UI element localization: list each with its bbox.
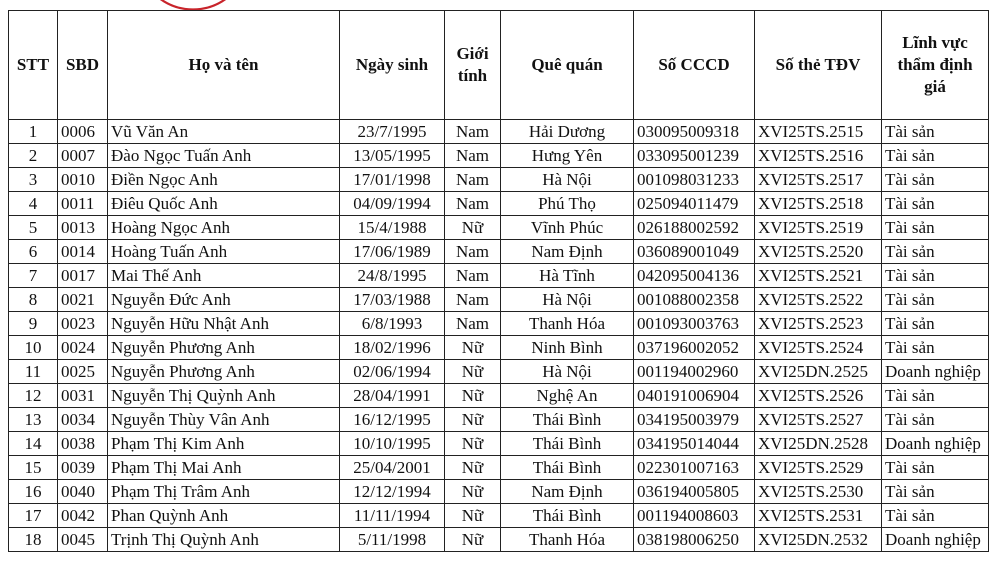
- cell-cccd: 042095004136: [634, 264, 755, 288]
- cell-card: XVI25TS.2526: [755, 384, 882, 408]
- cell-field: Tài sản: [882, 192, 989, 216]
- cell-hometown: Hưng Yên: [501, 144, 634, 168]
- cell-name: Đào Ngọc Tuấn Anh: [108, 144, 340, 168]
- cell-name: Phạm Thị Mai Anh: [108, 456, 340, 480]
- cell-field: Tài sản: [882, 120, 989, 144]
- cell-card: XVI25TS.2530: [755, 480, 882, 504]
- cell-sbd: 0034: [58, 408, 108, 432]
- cell-card: XVI25TS.2529: [755, 456, 882, 480]
- cell-gender: Nữ: [445, 336, 501, 360]
- cell-dob: 17/06/1989: [340, 240, 445, 264]
- cell-field: Tài sản: [882, 312, 989, 336]
- cell-cccd: 025094011479: [634, 192, 755, 216]
- cell-dob: 11/11/1994: [340, 504, 445, 528]
- cell-dob: 13/05/1995: [340, 144, 445, 168]
- cell-card: XVI25TS.2522: [755, 288, 882, 312]
- table-row: [9, 312, 989, 336]
- cell-stt: 3: [9, 168, 58, 192]
- cell-field: Tài sản: [882, 456, 989, 480]
- table-row: [9, 360, 989, 384]
- cell-gender: Nữ: [445, 360, 501, 384]
- table-row: [9, 288, 989, 312]
- cell-dob: 17/01/1998: [340, 168, 445, 192]
- cell-sbd: 0040: [58, 480, 108, 504]
- cell-hometown: Thái Bình: [501, 504, 634, 528]
- cell-stt: 2: [9, 144, 58, 168]
- cell-stt: 13: [9, 408, 58, 432]
- cell-dob: 02/06/1994: [340, 360, 445, 384]
- cell-hometown: Hà Nội: [501, 288, 634, 312]
- cell-sbd: 0024: [58, 336, 108, 360]
- cell-sbd: 0013: [58, 216, 108, 240]
- cell-sbd: 0006: [58, 120, 108, 144]
- cell-dob: 25/04/2001: [340, 456, 445, 480]
- cell-stt: 9: [9, 312, 58, 336]
- cell-stt: 18: [9, 528, 58, 552]
- cell-dob: 17/03/1988: [340, 288, 445, 312]
- cell-card: XVI25TS.2520: [755, 240, 882, 264]
- cell-field: Doanh nghiệp: [882, 360, 989, 384]
- cell-cccd: 038198006250: [634, 528, 755, 552]
- table-row: [9, 216, 989, 240]
- candidate-table: [8, 10, 989, 552]
- cell-hometown: Hà Nội: [501, 360, 634, 384]
- cell-gender: Nam: [445, 168, 501, 192]
- cell-field: Tài sản: [882, 480, 989, 504]
- cell-name: Phạm Thị Trâm Anh: [108, 480, 340, 504]
- cell-hometown: Thái Bình: [501, 408, 634, 432]
- cell-sbd: 0025: [58, 360, 108, 384]
- cell-sbd: 0031: [58, 384, 108, 408]
- cell-field: Tài sản: [882, 288, 989, 312]
- table-row: [9, 192, 989, 216]
- table-row: [9, 432, 989, 456]
- cell-cccd: 001194008603: [634, 504, 755, 528]
- cell-name: Nguyễn Phương Anh: [108, 360, 340, 384]
- cell-stt: 15: [9, 456, 58, 480]
- cell-card: XVI25TS.2516: [755, 144, 882, 168]
- cell-field: Tài sản: [882, 384, 989, 408]
- cell-dob: 12/12/1994: [340, 480, 445, 504]
- col-header-hometown: Quê quán: [501, 11, 634, 120]
- col-header-cccd: Số CCCD: [634, 11, 755, 120]
- cell-hometown: Thái Bình: [501, 432, 634, 456]
- cell-name: Phạm Thị Kim Anh: [108, 432, 340, 456]
- cell-hometown: Hải Dương: [501, 120, 634, 144]
- cell-sbd: 0042: [58, 504, 108, 528]
- cell-name: Nguyễn Thùy Vân Anh: [108, 408, 340, 432]
- cell-dob: 24/8/1995: [340, 264, 445, 288]
- table-row: [9, 408, 989, 432]
- cell-field: Tài sản: [882, 504, 989, 528]
- table-row: [9, 120, 989, 144]
- cell-stt: 17: [9, 504, 58, 528]
- col-header-stt: STT: [9, 11, 58, 120]
- cell-card: XVI25TS.2517: [755, 168, 882, 192]
- col-header-name: Họ và tên: [108, 11, 340, 120]
- cell-stt: 5: [9, 216, 58, 240]
- cell-card: XVI25TS.2524: [755, 336, 882, 360]
- cell-field: Tài sản: [882, 240, 989, 264]
- cell-gender: Nữ: [445, 480, 501, 504]
- cell-cccd: 033095001239: [634, 144, 755, 168]
- cell-name: Trịnh Thị Quỳnh Anh: [108, 528, 340, 552]
- cell-gender: Nữ: [445, 408, 501, 432]
- cell-dob: 04/09/1994: [340, 192, 445, 216]
- cell-stt: 4: [9, 192, 58, 216]
- cell-sbd: 0045: [58, 528, 108, 552]
- cell-hometown: Vĩnh Phúc: [501, 216, 634, 240]
- cell-name: Nguyễn Thị Quỳnh Anh: [108, 384, 340, 408]
- cell-stt: 7: [9, 264, 58, 288]
- table-row: [9, 144, 989, 168]
- cell-name: Mai Thế Anh: [108, 264, 340, 288]
- cell-hometown: Thái Bình: [501, 456, 634, 480]
- cell-gender: Nam: [445, 120, 501, 144]
- cell-card: XVI25TS.2521: [755, 264, 882, 288]
- cell-stt: 11: [9, 360, 58, 384]
- cell-field: Tài sản: [882, 408, 989, 432]
- cell-stt: 6: [9, 240, 58, 264]
- table-row: [9, 336, 989, 360]
- cell-cccd: 001088002358: [634, 288, 755, 312]
- cell-name: Phan Quỳnh Anh: [108, 504, 340, 528]
- cell-cccd: 026188002592: [634, 216, 755, 240]
- cell-hometown: Phú Thọ: [501, 192, 634, 216]
- cell-card: XVI25TS.2515: [755, 120, 882, 144]
- cell-dob: 6/8/1993: [340, 312, 445, 336]
- cell-name: Nguyễn Hữu Nhật Anh: [108, 312, 340, 336]
- table-row: [9, 384, 989, 408]
- cell-hometown: Ninh Bình: [501, 336, 634, 360]
- cell-cccd: 030095009318: [634, 120, 755, 144]
- cell-cccd: 001093003763: [634, 312, 755, 336]
- cell-name: Điêu Quốc Anh: [108, 192, 340, 216]
- cell-dob: 15/4/1988: [340, 216, 445, 240]
- cell-card: XVI25DN.2525: [755, 360, 882, 384]
- table-row: [9, 264, 989, 288]
- table-row: [9, 504, 989, 528]
- cell-card: XVI25TS.2519: [755, 216, 882, 240]
- cell-hometown: Nam Định: [501, 240, 634, 264]
- cell-gender: Nam: [445, 240, 501, 264]
- cell-card: XVI25DN.2528: [755, 432, 882, 456]
- cell-card: XVI25DN.2532: [755, 528, 882, 552]
- cell-name: Nguyễn Phương Anh: [108, 336, 340, 360]
- cell-stt: 10: [9, 336, 58, 360]
- cell-cccd: 001194002960: [634, 360, 755, 384]
- cell-cccd: 036194005805: [634, 480, 755, 504]
- cell-sbd: 0007: [58, 144, 108, 168]
- cell-cccd: 034195014044: [634, 432, 755, 456]
- cell-name: Hoàng Ngọc Anh: [108, 216, 340, 240]
- cell-dob: 5/11/1998: [340, 528, 445, 552]
- cell-gender: Nam: [445, 192, 501, 216]
- cell-gender: Nữ: [445, 528, 501, 552]
- cell-cccd: 034195003979: [634, 408, 755, 432]
- cell-hometown: Nam Định: [501, 480, 634, 504]
- cell-stt: 8: [9, 288, 58, 312]
- header-row: [9, 11, 989, 120]
- cell-sbd: 0038: [58, 432, 108, 456]
- cell-gender: Nam: [445, 144, 501, 168]
- col-header-field: Lĩnh vực thẩm định giá: [882, 11, 989, 120]
- cell-dob: 23/7/1995: [340, 120, 445, 144]
- cell-cccd: 036089001049: [634, 240, 755, 264]
- cell-sbd: 0039: [58, 456, 108, 480]
- cell-field: Tài sản: [882, 144, 989, 168]
- cell-hometown: Hà Nội: [501, 168, 634, 192]
- cell-stt: 16: [9, 480, 58, 504]
- table-row: [9, 480, 989, 504]
- cell-gender: Nam: [445, 312, 501, 336]
- cell-sbd: 0010: [58, 168, 108, 192]
- table-row: [9, 456, 989, 480]
- cell-gender: Nữ: [445, 504, 501, 528]
- cell-field: Doanh nghiệp: [882, 528, 989, 552]
- cell-cccd: 001098031233: [634, 168, 755, 192]
- cell-stt: 14: [9, 432, 58, 456]
- col-header-card: Số thẻ TĐV: [755, 11, 882, 120]
- cell-dob: 16/12/1995: [340, 408, 445, 432]
- cell-hometown: Nghệ An: [501, 384, 634, 408]
- cell-card: XVI25TS.2531: [755, 504, 882, 528]
- col-header-dob: Ngày sinh: [340, 11, 445, 120]
- cell-hometown: Hà Tĩnh: [501, 264, 634, 288]
- cell-field: Tài sản: [882, 264, 989, 288]
- cell-stt: 1: [9, 120, 58, 144]
- cell-gender: Nam: [445, 264, 501, 288]
- cell-name: Hoàng Tuấn Anh: [108, 240, 340, 264]
- cell-field: Doanh nghiệp: [882, 432, 989, 456]
- cell-card: XVI25TS.2518: [755, 192, 882, 216]
- cell-hometown: Thanh Hóa: [501, 312, 634, 336]
- cell-card: XVI25TS.2523: [755, 312, 882, 336]
- table-row: [9, 168, 989, 192]
- cell-cccd: 022301007163: [634, 456, 755, 480]
- col-header-gender: Giới tính: [445, 11, 501, 120]
- cell-dob: 18/02/1996: [340, 336, 445, 360]
- cell-gender: Nữ: [445, 216, 501, 240]
- cell-dob: 10/10/1995: [340, 432, 445, 456]
- cell-sbd: 0014: [58, 240, 108, 264]
- cell-field: Tài sản: [882, 216, 989, 240]
- cell-sbd: 0021: [58, 288, 108, 312]
- cell-gender: Nữ: [445, 456, 501, 480]
- cell-field: Tài sản: [882, 168, 989, 192]
- cell-hometown: Thanh Hóa: [501, 528, 634, 552]
- cell-name: Điền Ngọc Anh: [108, 168, 340, 192]
- cell-cccd: 040191006904: [634, 384, 755, 408]
- cell-name: Nguyễn Đức Anh: [108, 288, 340, 312]
- cell-gender: Nữ: [445, 384, 501, 408]
- col-header-sbd: SBD: [58, 11, 108, 120]
- cell-dob: 28/04/1991: [340, 384, 445, 408]
- table-row: [9, 240, 989, 264]
- cell-sbd: 0011: [58, 192, 108, 216]
- cell-field: Tài sản: [882, 336, 989, 360]
- cell-sbd: 0023: [58, 312, 108, 336]
- cell-gender: Nam: [445, 288, 501, 312]
- cell-stt: 12: [9, 384, 58, 408]
- cell-gender: Nữ: [445, 432, 501, 456]
- table-row: [9, 528, 989, 552]
- cell-card: XVI25TS.2527: [755, 408, 882, 432]
- cell-cccd: 037196002052: [634, 336, 755, 360]
- cell-name: Vũ Văn An: [108, 120, 340, 144]
- cell-sbd: 0017: [58, 264, 108, 288]
